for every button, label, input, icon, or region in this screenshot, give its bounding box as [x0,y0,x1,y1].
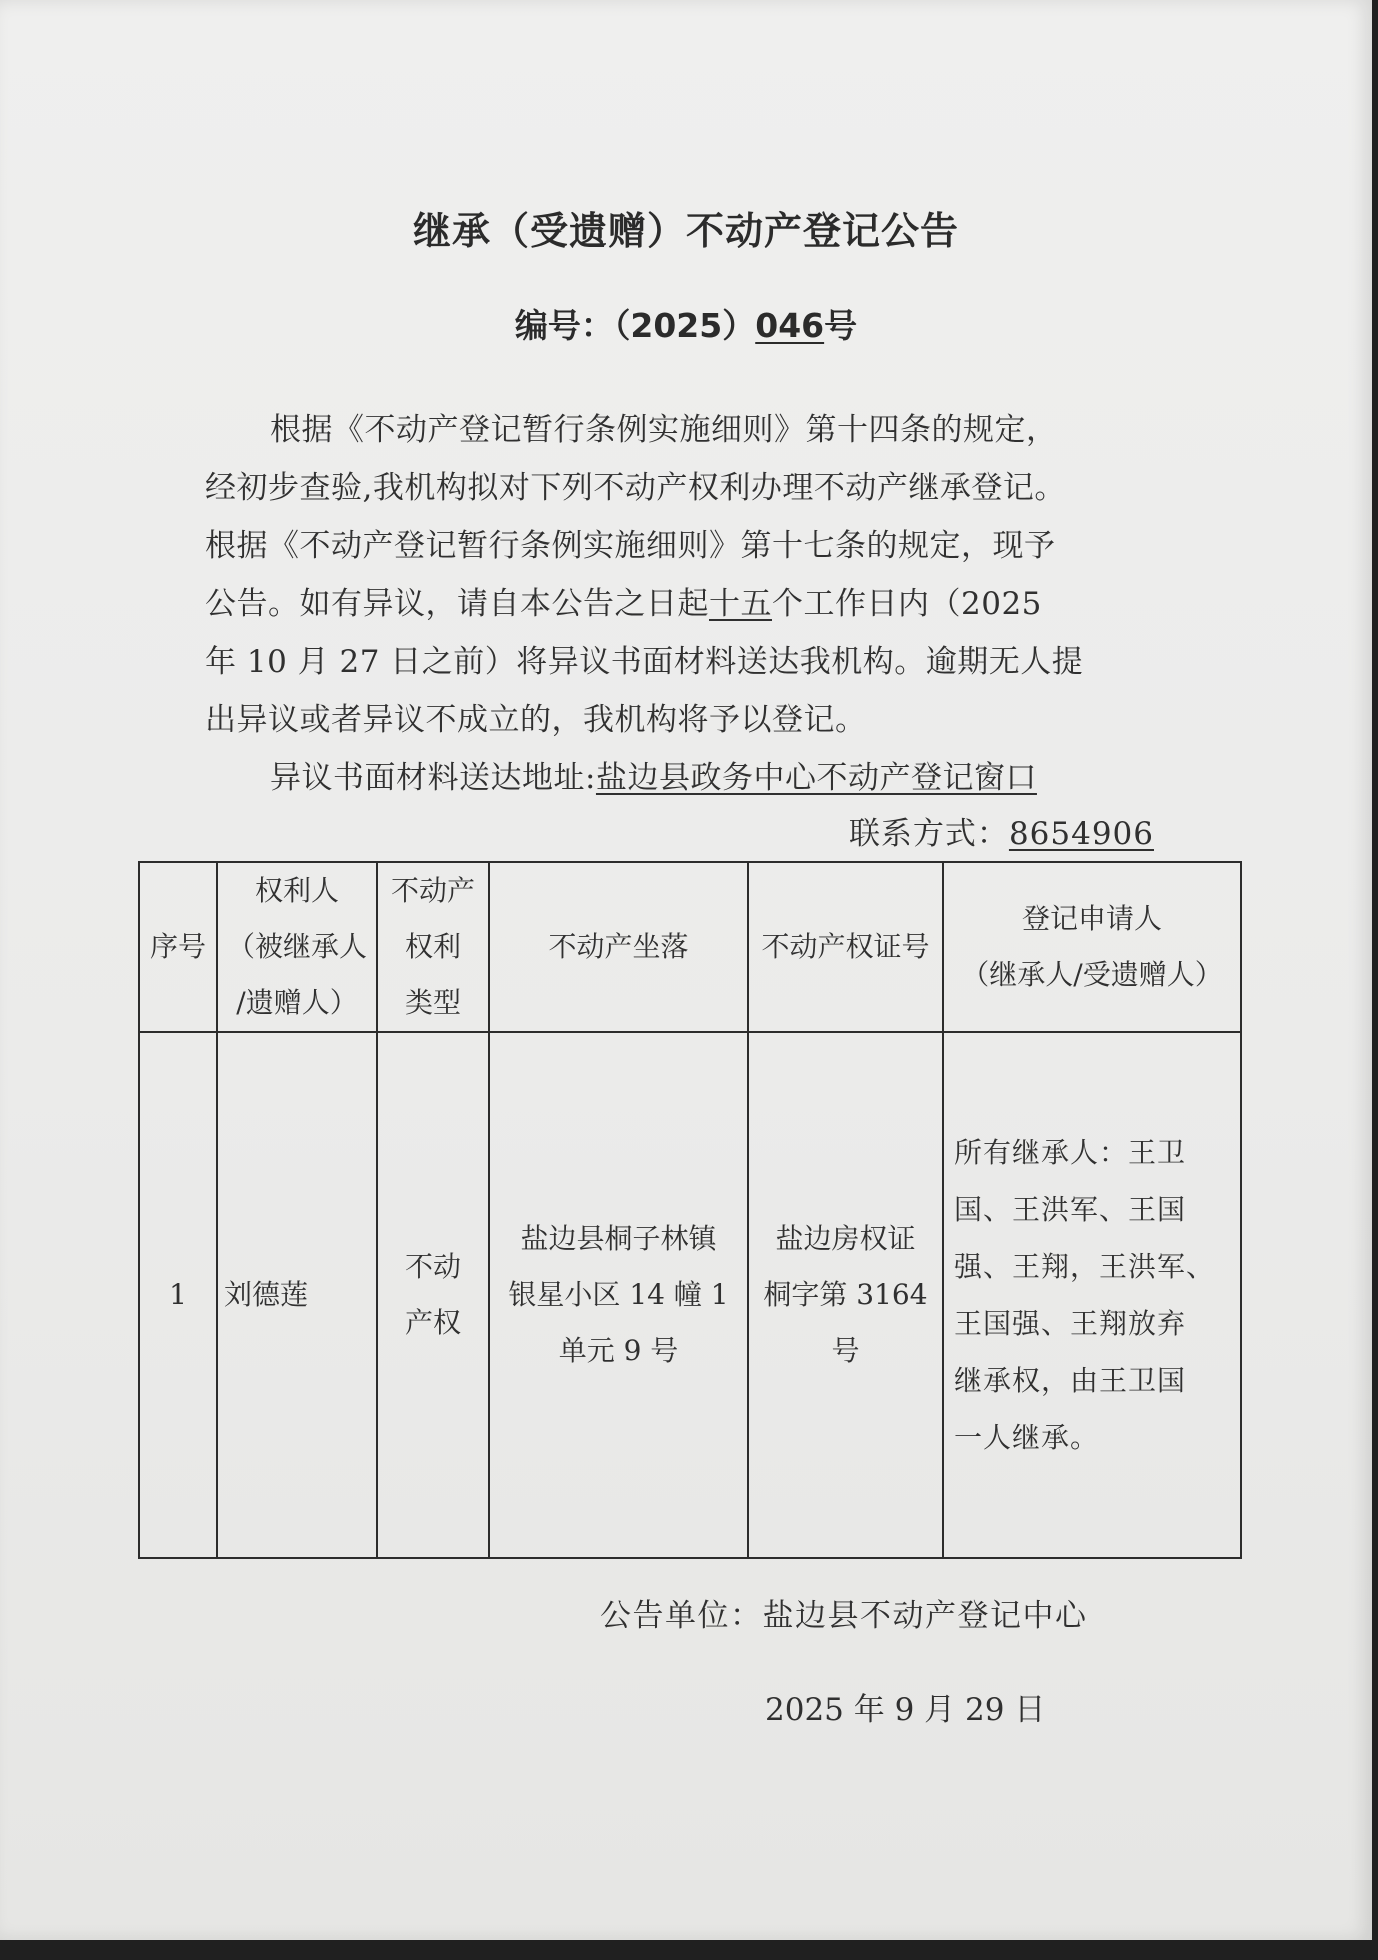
cell-cert-line: 号 [831,1334,860,1367]
number-prefix: 编号：（2025） [514,306,756,345]
header-location: 不动产坐落 [489,862,748,1032]
address-line [270,752,1037,797]
address-label: 异议书面材料送达地址: [270,760,596,796]
body-line-5: 年 10 月 27 日之前）将异议书面材料送达我机构。逾期无人提 [205,644,1084,680]
issuing-unit: 公告单位：盐边县不动产登记中心 [600,1598,1088,1634]
cell-applicant-line: 王国强、王翔放弃 [954,1307,1187,1340]
cell-location-line: 单元 9 号 [558,1334,679,1367]
cell-applicant-line: 所有继承人：王卫 [954,1136,1187,1169]
header-type-line: 不动产 [390,874,475,907]
header-holder-line: /遗赠人） [236,986,358,1019]
cell-cert-line: 盐边房权证 [775,1222,916,1255]
contact-line [849,808,1154,853]
cell-holder: 刘德莲 [217,1032,377,1558]
cell-applicant-line: 强、王翔，王洪军、 [954,1250,1216,1283]
cell-location-line: 银星小区 14 幢 1 [508,1278,729,1311]
cell-type [377,1032,489,1558]
cell-applicant-line: 继承权，由王卫国 [954,1364,1187,1397]
cell-cert-line: 桐字第 3164 [763,1278,928,1311]
header-holder-line: 权利人 [254,874,339,907]
body-line-3: 根据《不动产登记暂行条例实施细则》第十七条的规定，现予 [205,528,1056,564]
cell-applicant [943,1032,1241,1558]
contact-value: 8654906 [1008,816,1154,852]
cell-seq: 1 [139,1032,217,1558]
body-line-6: 出异议或者异议不成立的，我机构将予以登记。 [205,702,867,738]
notice-title: 继承（受遗赠）不动产登记公告 [412,209,959,253]
table-header-row [139,862,1241,1032]
cell-cert [748,1032,943,1558]
cell-applicant-line: 一人继承。 [954,1421,1100,1454]
objection-days: 十五 [709,586,772,622]
body-line-4-post: 个工作日内（2025 [772,586,1042,622]
header-seq: 序号 [139,862,217,1032]
number-value: 046 [755,306,825,345]
header-applicant-line: （继承人/受遗赠人） [961,958,1223,991]
table-row [139,1032,1241,1558]
registration-table [138,861,1242,1559]
notice-date: 2025 年 9 月 29 日 [765,1692,1046,1728]
contact-label: 联系方式： [848,816,1009,852]
header-holder [217,862,377,1032]
body-line-4-pre: 公告。如有异议，请自本公告之日起 [205,586,709,622]
header-type-line: 权利 [404,930,461,963]
body-line-2: 经初步查验,我机构拟对下列不动产权利办理不动产继承登记。 [205,470,1066,506]
cell-type-line: 产权 [404,1306,461,1339]
header-type-line: 类型 [404,986,461,1019]
notice-number [0,300,1372,347]
body-line-4 [205,578,1042,623]
address-value: 盐边县政务中心不动产登记窗口 [595,760,1037,796]
body-line-1: 根据《不动产登记暂行条例实施细则》第十四条的规定， [270,412,1058,448]
header-type [377,862,489,1032]
header-cert: 不动产权证号 [748,862,943,1032]
cell-location [489,1032,748,1558]
cell-type-line: 不动 [404,1250,461,1283]
header-applicant-line: 登记申请人 [1021,902,1162,935]
header-applicant [943,862,1241,1032]
cell-applicant-line: 国、王洪军、王国 [954,1193,1187,1226]
header-holder-line: （被继承人 [226,930,367,963]
cell-location-line: 盐边县桐子林镇 [520,1222,717,1255]
number-suffix: 号 [824,306,858,345]
